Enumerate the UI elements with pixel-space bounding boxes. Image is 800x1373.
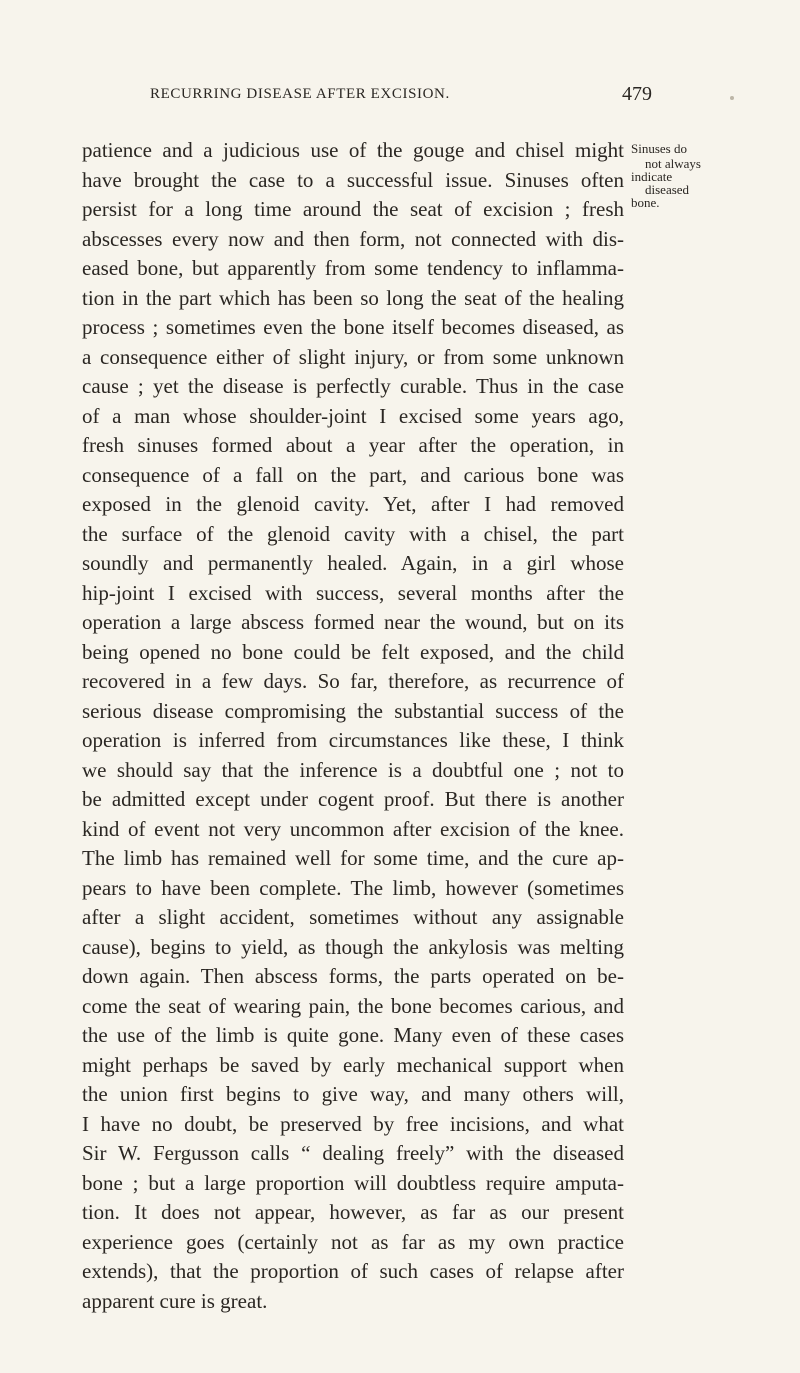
text-line: fresh sinuses formed about a year after the operation, in <box>82 433 624 457</box>
text-line: tion. It does not appear, however, as far as our present <box>82 1200 624 1224</box>
marginal-note-line: Sinuses do <box>631 141 687 156</box>
text-line: persist for a long time around the seat of excision ; fresh <box>82 197 624 221</box>
text-line: Sir W. Fergusson calls “ dealing freely” with the diseased <box>82 1141 624 1165</box>
text-line: we should say that the inference is a doubtful one ; not to <box>82 757 624 782</box>
text-line: recovered in a few days. So far, therefore, as recurrence of <box>82 669 624 693</box>
text-line: down again. Then abscess forms, the parts operated on be- <box>82 964 624 988</box>
text-line: tion in the part which has been so long the seat of the healing <box>82 285 624 310</box>
text-line: hip-joint I excised with success, several months after the <box>82 580 624 605</box>
text-line: bone ; but a large proportion will doubtless require amputa- <box>82 1170 624 1195</box>
text-line: operation a large abscess formed near the wound, but on its <box>82 610 624 634</box>
text-line: serious disease compromising the substantial success of the <box>82 698 624 723</box>
text-line: I have no doubt, be preserved by free incisions, and what <box>82 1111 624 1136</box>
text-line: eased bone, but apparently from some tendency to inflamma- <box>82 256 624 280</box>
text-line: might perhaps be saved by early mechanical support when <box>82 1052 624 1077</box>
body-paragraph <box>82 136 624 1316</box>
marginal-note-line: bone. <box>631 195 660 210</box>
text-line: soundly and permanently healed. Again, in a girl whose <box>82 551 624 575</box>
page-number: 479 <box>622 83 652 105</box>
text-line: abscesses every now and then form, not connected with dis- <box>82 226 624 251</box>
text-line: cause), begins to yield, as though the ankylosis was melting <box>82 934 624 959</box>
text-line: the union first begins to give way, and many others will, <box>82 1082 624 1106</box>
text-line: pears to have been complete. The limb, however (sometimes <box>82 875 624 900</box>
text-line: exposed in the glenoid cavity. Yet, after I had removed <box>82 492 624 516</box>
text-line: cause ; yet the disease is perfectly curable. Thus in the case <box>82 374 624 398</box>
marginal-note-line: indicate <box>631 169 673 184</box>
text-line: The limb has remained well for some time, and the cure ap- <box>82 846 624 870</box>
text-line: apparent cure is great. <box>82 1288 268 1313</box>
marginal-note-line: diseased <box>645 182 690 197</box>
text-line: kind of event not very uncommon after excision of the knee. <box>82 816 624 841</box>
text-line: come the seat of wearing pain, the bone becomes carious, and <box>82 993 624 1018</box>
text-line: consequence of a fall on the part, and carious bone was <box>82 462 624 487</box>
page-header <box>0 83 800 110</box>
text-line: a consequence either of slight injury, or from some unknown <box>82 344 624 369</box>
text-line: patience and a judicious use of the gouge and chisel might <box>82 138 624 162</box>
marginal-note-line: not always <box>645 156 701 171</box>
ink-speck <box>730 96 734 100</box>
text-line: being opened no bone could be felt exposed, and the child <box>82 639 624 664</box>
text-line: of a man whose shoulder-joint I excised some years ago, <box>82 403 624 428</box>
running-head: RECURRING DISEASE AFTER EXCISION. <box>150 86 450 102</box>
text-line: the surface of the glenoid cavity with a chisel, the part <box>82 521 624 546</box>
text-line: experience goes (certainly not as far as my own practice <box>82 1229 624 1254</box>
text-line: the use of the limb is quite gone. Many even of these cases <box>82 1023 624 1047</box>
text-line: process ; sometimes even the bone itself becomes diseased, as <box>82 315 624 339</box>
text-line: operation is inferred from circumstances like these, I think <box>82 728 624 752</box>
text-line: have brought the case to a successful issue. Sinuses often <box>82 167 624 192</box>
marginal-note <box>631 142 781 209</box>
text-line: be admitted except under cogent proof. But there is another <box>82 787 624 811</box>
text-line: after a slight accident, sometimes without any assignable <box>82 905 624 929</box>
text-line: extends), that the proportion of such cases of relapse after <box>82 1259 624 1283</box>
